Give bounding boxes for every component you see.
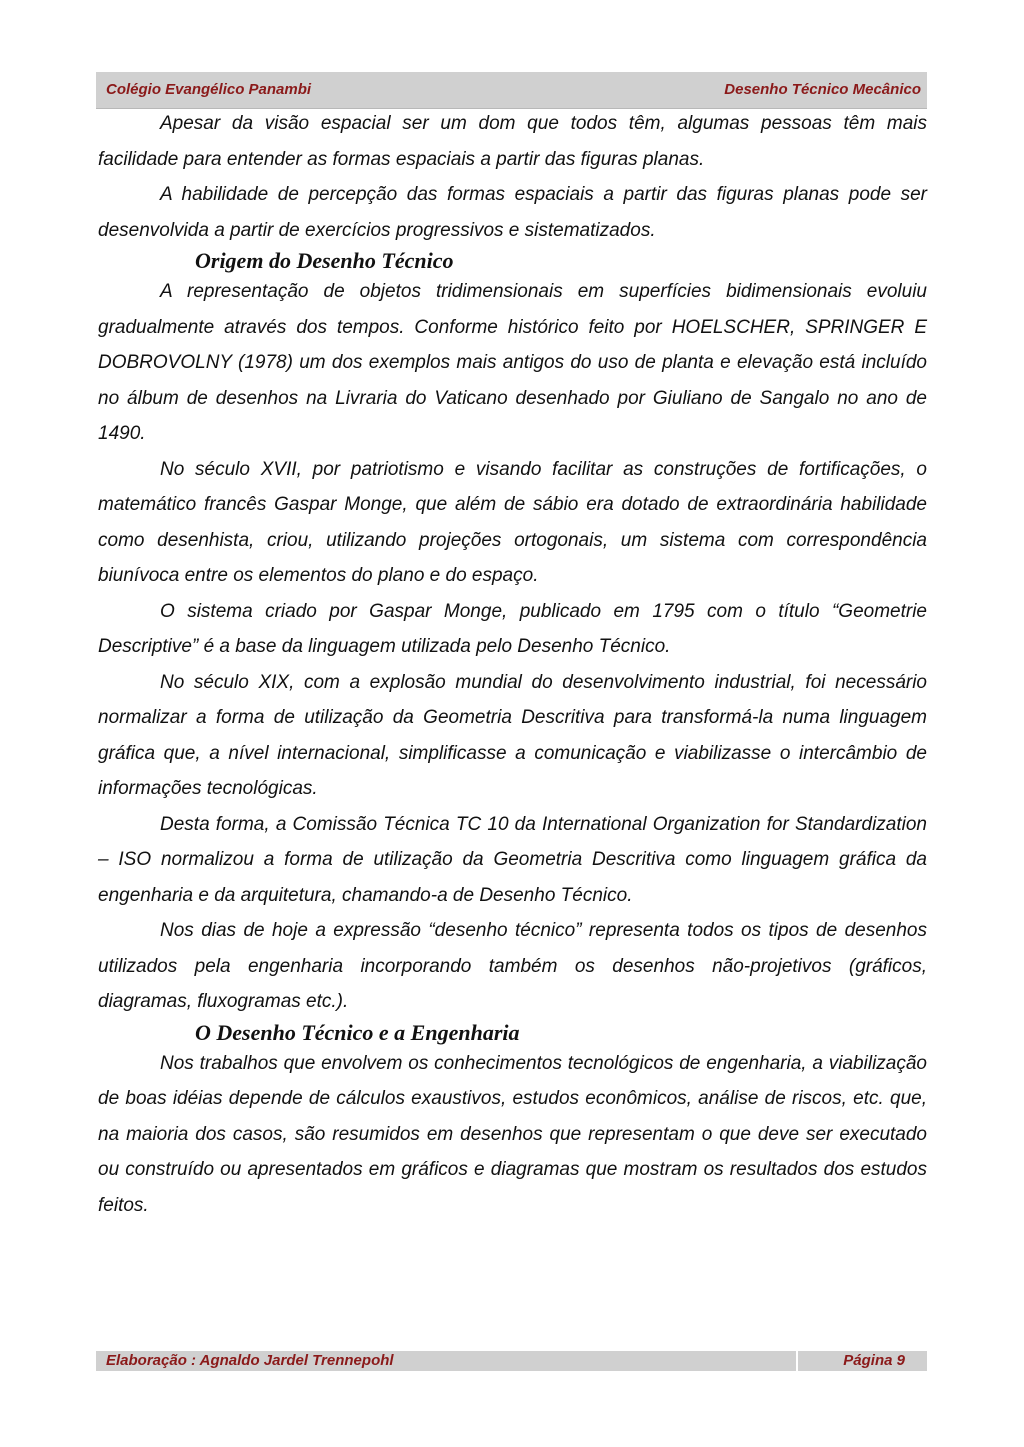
body-paragraph: No século XIX, com a explosão mundial do desenvolvimento industrial, foi necessário normalizar a forma de utilização da Geometria Descritiva para transformá-la numa linguagem gráfica que, a nível internacional, simplificasse a comunicação e viabilizasse o intercâmbio de informações tecnológicas.: [98, 671, 927, 799]
intro-paragraph: A habilidade de percepção das formas espaciais a partir das figuras planas pode ser desenvolvida a partir de exercícios progressivos e sistematizados.: [98, 184, 927, 241]
body-paragraph: O sistema criado por Gaspar Monge, publicado em 1795 com o título “Geometrie Descriptive” é a base da linguagem utilizada pelo Desenho Técnico.: [98, 600, 927, 657]
body-paragraph: No século XVII, por patriotismo e visando facilitar as construções de fortificações, o matemático francês Gaspar Monge, que além de sábio era dotado de extraordinária habilidade como desenhista, criou, utilizando projeções ortogonais, um sistema com correspondência biunívoca entre os elementos do plano e do espaço.: [98, 458, 927, 586]
page-header: [96, 72, 927, 109]
page-footer: [96, 1351, 927, 1371]
header-institution: Colégio Evangélico Panambi: [106, 81, 312, 98]
section-heading-origem: Origem do Desenho Técnico: [195, 248, 454, 273]
body-paragraph: Nos trabalhos que envolvem os conhecimentos tecnológicos de engenharia, a viabilização de boas idéias depende de cálculos exaustivos, estudos econômicos, análise de riscos, etc. que, na maioria dos casos, são resumidos em desenhos que representam o que deve ser executado ou construído ou apresentados em gráficos e diagramas que mostram os resultados dos estudos feitos.: [98, 1052, 927, 1216]
footer-author: Elaboração : Agnaldo Jardel Trennepohl: [106, 1352, 394, 1369]
body-paragraph: Desta forma, a Comissão Técnica TC 10 da International Organization for Standardization – ISO normalizou a forma de utilização da Geometria Descritiva como linguagem gráfica da engenharia e da arquitetura, chamando-a de Desenho Técnico.: [98, 813, 927, 906]
page-body: [98, 106, 927, 1223]
body-paragraph: A representação de objetos tridimensionais em superfícies bidimensionais evoluiu gradualmente através dos tempos. Conforme histórico feito por HOELSCHER, SPRINGER E DOBROVOLNY (1978) um dos exemplos mais antigos do uso de planta e elevação está incluído no álbum de desenhos na Livraria do Vaticano desenhado por Giuliano de Sangalo no ano de 1490.: [98, 281, 927, 444]
footer-page-number: Página 9: [843, 1352, 905, 1369]
intro-paragraph: Apesar da visão espacial ser um dom que todos têm, algumas pessoas têm mais facilidade para entender as formas espaciais a partir das figuras planas.: [98, 113, 927, 170]
body-paragraph: Nos dias de hoje a expressão “desenho técnico” representa todos os tipos de desenhos utilizados pela engenharia incorporando também os desenhos não-projetivos (gráficos, diagramas, fluxogramas etc.).: [98, 920, 927, 1012]
footer-divider: [796, 1351, 798, 1371]
header-course-title: Desenho Técnico Mecânico: [724, 81, 921, 98]
section-heading-engenharia: O Desenho Técnico e a Engenharia: [195, 1019, 520, 1045]
